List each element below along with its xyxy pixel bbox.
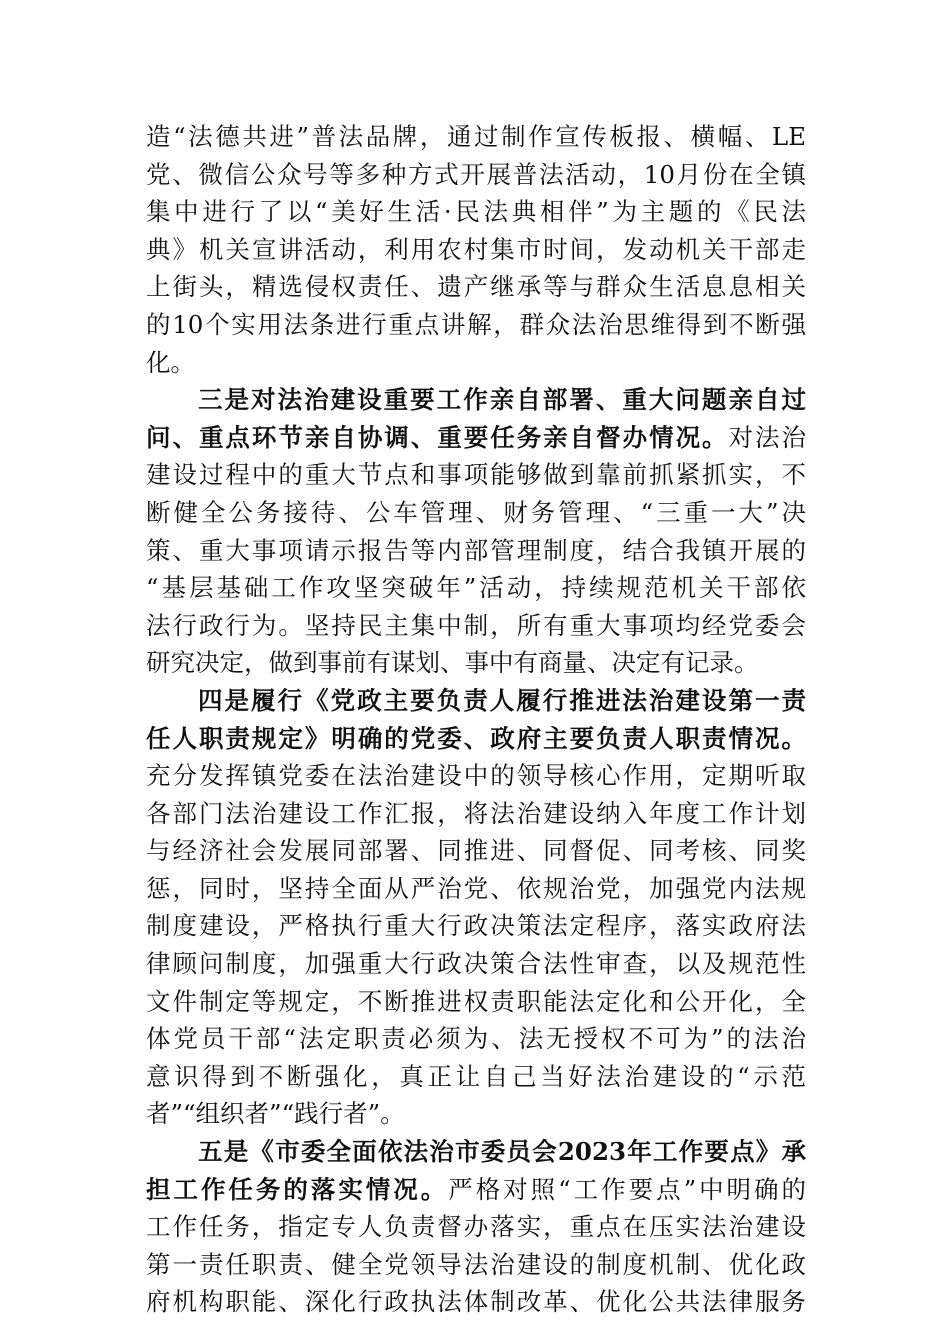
text-line: 与经济社会发展同部署、同推进、同督促、同考核、同奖 (146, 836, 806, 866)
text-line: 建设过程中的重大节点和事项能够做到靠前抓紧抓实，不 (146, 460, 806, 490)
section-heading-line: 三是对法治建设重要工作亲自部署、重大问题亲自过 (198, 385, 806, 415)
text-line: 充分发挥镇党委在法治建设中的领导核心作用，定期听取 (146, 761, 806, 791)
section-heading-line: 四是履行《党政主要负责人履行推进法治建设第一责 (198, 685, 806, 715)
section-heading-line: 五是《市委全面依法治市委员会2023年工作要点》承 (198, 1137, 806, 1167)
text-line: 工作任务，指定专人负责督办落实，重点在压实法治建设 (146, 1212, 806, 1242)
text-line: 上街头，精选侵权责任、遗产继承等与群众生活息息相关 (146, 272, 806, 302)
text-line: 体党员干部“法定职责必须为、法无授权不可为”的法治 (146, 1024, 806, 1054)
text-line (146, 1171, 806, 1209)
text-line: 集中进行了以“美好生活·民法典相伴”为主题的《民法 (146, 197, 806, 227)
section-heading-text: 担工作任务的落实情况。 (146, 1174, 449, 1204)
text-line: 研究决定，做到事前有谋划、事中有商量、决定有记录。 (146, 648, 759, 678)
text-line: 典》机关宣讲活动，利用农村集市时间，发动机关干部走 (146, 234, 806, 264)
text-line: 造“法德共进”普法品牌，通过制作宣传板报、横幅、LE (146, 122, 806, 151)
text-line (146, 419, 806, 457)
text-line: 各部门法治建设工作汇报，将法治建设纳入年度工作计划 (146, 798, 806, 828)
text-line: 化。 (146, 347, 195, 377)
text-line: 制度建设，严格执行重大行政决策法定程序，落实政府法 (146, 911, 806, 941)
section-heading-text: 问、重点环节亲自协调、重要任务亲自督办情况。 (146, 422, 729, 452)
text-line: 党、微信公众号等多种方式开展普法活动，10月份在全镇 (146, 159, 806, 189)
paragraph-3 (146, 682, 806, 1133)
text-line: 府机构职能、深化行政执法体制改革、优化公共法律服务 (146, 1287, 806, 1317)
text-line: 的10个实用法条进行重点讲解，群众法治思维得到不断强 (146, 309, 806, 339)
text-line: “基层基础工作攻坚突破年”活动，持续规范机关干部依 (146, 573, 806, 603)
document-body (146, 118, 806, 1321)
paragraph-4 (146, 1133, 806, 1321)
text-line: 第一责任职责、健全党领导法治建设的制度机制、优化政 (146, 1249, 806, 1279)
body-text: 对法治 (728, 422, 807, 452)
text-line: 者”“组织者”“践行者”。 (146, 1099, 405, 1129)
body-text: 严格对照“工作要点”中明确的 (448, 1174, 806, 1204)
text-line: 断健全公务接待、公车管理、财务管理、“三重一大”决 (146, 497, 806, 527)
section-heading-line: 任人职责规定》明确的党委、政府主要负责人职责情况。 (146, 723, 806, 753)
text-line: 策、重大事项请示报告等内部管理制度，结合我镇开展的 (146, 535, 806, 565)
text-line: 律顾问制度，加强重大行政决策合法性审查，以及规范性 (146, 949, 806, 979)
text-line: 法行政行为。坚持民主集中制，所有重大事项均经党委会 (146, 610, 806, 640)
text-line: 惩，同时，坚持全面从严治党、依规治党，加强党内法规 (146, 873, 806, 903)
text-line: 文件制定等规定，不断推进权责职能法定化和公开化，全 (146, 986, 806, 1016)
paragraph-1 (146, 118, 806, 381)
text-line: 意识得到不断强化，真正让自己当好法治建设的“示范 (146, 1061, 806, 1091)
paragraph-2 (146, 381, 806, 682)
